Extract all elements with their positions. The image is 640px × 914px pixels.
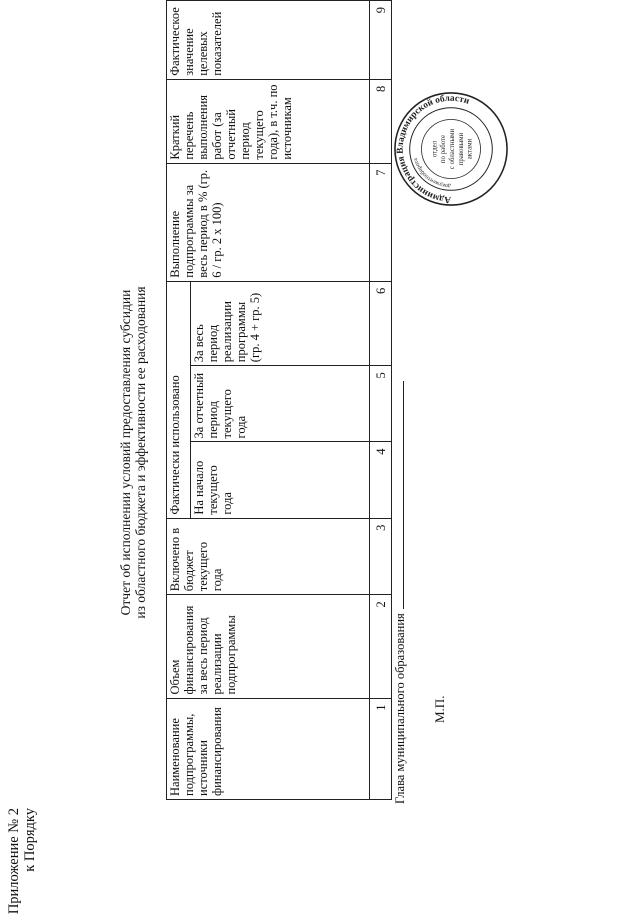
stamp-center-line-3: с областными	[448, 128, 456, 170]
header-financing-volume: Объем финансирования за весь период реализации подпрограммы	[167, 595, 370, 698]
col-number: 7	[370, 163, 392, 281]
seal-place-label: М.П.	[432, 695, 447, 723]
stamp-center-line-1: отдел	[431, 140, 439, 158]
header-included-in-budget: Включено в бюджет текущего года	[167, 518, 370, 595]
header-year-start: На начало текущего года	[191, 442, 370, 518]
signature-label: Глава муниципального образования	[393, 613, 407, 804]
stamp-inner-ring-text: документооборота	[412, 157, 452, 189]
appendix-line-1: Приложение № 2	[6, 808, 22, 914]
table-number-row	[370, 1, 392, 800]
col-number: 2	[370, 595, 392, 698]
header-target-values: Фактическое значение целевых показателей	[167, 1, 370, 80]
col-number: 6	[370, 281, 392, 365]
col-number: 4	[370, 442, 392, 518]
stamp-center-line-4: правовыми	[457, 132, 465, 166]
header-actually-used: Фактически использовано	[167, 281, 191, 518]
report-table	[166, 0, 392, 800]
signature-line	[392, 381, 404, 609]
stamp-center-line-2: по работе	[440, 134, 448, 164]
header-reporting-period: За отчетный период текущего года	[191, 366, 370, 442]
header-subprogram-name: Наименование подпрограммы, источники финансирования	[167, 698, 370, 799]
title-line-2: из областного бюджета и эффективности ее расходования	[133, 286, 148, 619]
col-number: 8	[370, 79, 392, 163]
appendix-line-2: к Порядку	[22, 808, 38, 872]
title-line-1: Отчет об исполнении условий предоставления субсидии	[118, 289, 133, 616]
col-number: 3	[370, 518, 392, 595]
appendix-note	[6, 808, 38, 914]
official-stamp	[392, 90, 510, 208]
signature-block	[392, 381, 408, 804]
stamp-ring-text: Администрация Владимирской области	[395, 93, 471, 205]
col-number: 1	[370, 698, 392, 799]
stamp-center-line-5: актами	[466, 138, 474, 160]
header-works-list: Краткий перечень выполнения работ (за отчетный период текущего года), в т.ч. по источникам	[167, 79, 370, 163]
col-number: 5	[370, 366, 392, 442]
report-title	[118, 0, 148, 905]
header-whole-period: За весь период реализации программы (гр. 4 + гр. 5)	[191, 281, 370, 365]
col-number: 9	[370, 1, 392, 80]
header-execution-percent: Выполнение подпрограммы за весь период в % (гр. 6 / гр. 2 х 100)	[167, 163, 370, 281]
